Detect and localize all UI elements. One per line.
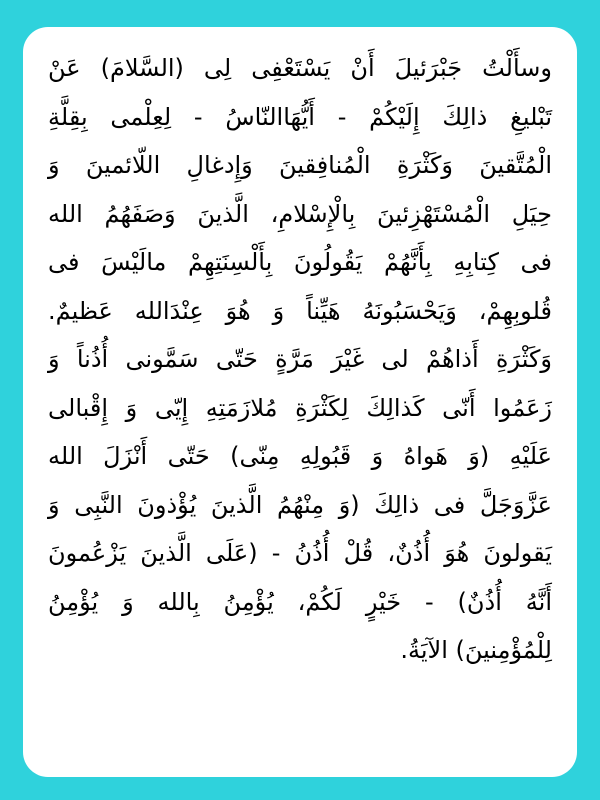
text-line: وسأَلْتُ جَبْرَئيلَ أَنْ يَسْتَعْفِى لِى (السَّلامَ) عَنْ [48, 54, 552, 82]
arabic-text-block [48, 44, 552, 675]
text-line: تَبْليغِ ذالِكَ إِلَيْكُمْ - أَيُّهَاالنّاسُ - لِعِلْمى بِقِلَّةِ [48, 102, 552, 131]
text-line: يَقولونَ هُوَ أُذُنٌ، قُلْ أُذُنُ - (عَلَى الَّذينَ يَزْعُمونَ [48, 539, 552, 567]
text-line: الْمُتَّقينَ وَكَثْرَةِ الْمُنافِقينَ وَإِدغالِ اللّائمينَ وَ [48, 151, 552, 179]
text-line: وَكَثْرَةِ أَذاهُمْ لى غَيْرَ مَرَّةٍ حَتّى سَمَّونى أُذُناً وَ [48, 345, 552, 373]
text-line: حِيَلِ الْمُسْتَهْزِئينَ بِالْإِسْلامِ، الَّذينَ وَصَفَهُمُ الله [48, 199, 552, 228]
text-line: قُلوبِهِمْ، وَيَحْسَبُونَهُ هَيِّناً وَ هُوَ عِنْدَالله عَظيمٌ. [48, 296, 552, 325]
text-line: عَلَيْهِ (وَ هَواهُ وَ قَبُولِهِ مِنّى) حَتّى أَنْزَلَ الله [48, 442, 552, 470]
text-line-last: لِلْمُؤْمِنينَ) الآيَةُ. [400, 636, 552, 664]
text-line: أَنَّهُ أُذُنٌ) - خَيْرٍ لَكُمْ، يُؤْمِنُ بِالله وَ يُؤْمِنُ [48, 587, 552, 616]
text-line: زَعَمُوا أَنّى كَذالِكَ لِكَثْرَةِ مُلازَمَتِهِ إِيّى وَ إِقْبالى [48, 393, 552, 422]
text-line: عَزَّوَجَلَّ فى ذالِكَ (وَ مِنْهُمُ الَّذينَ يُؤْذونَ النَّبِى وَ [48, 490, 552, 519]
text-line: فى كِتابِهِ بِأَنَّهُمْ يَقُولُونَ بِأَلْسِنَتِهِمْ مالَيْسَ فى [48, 248, 552, 276]
